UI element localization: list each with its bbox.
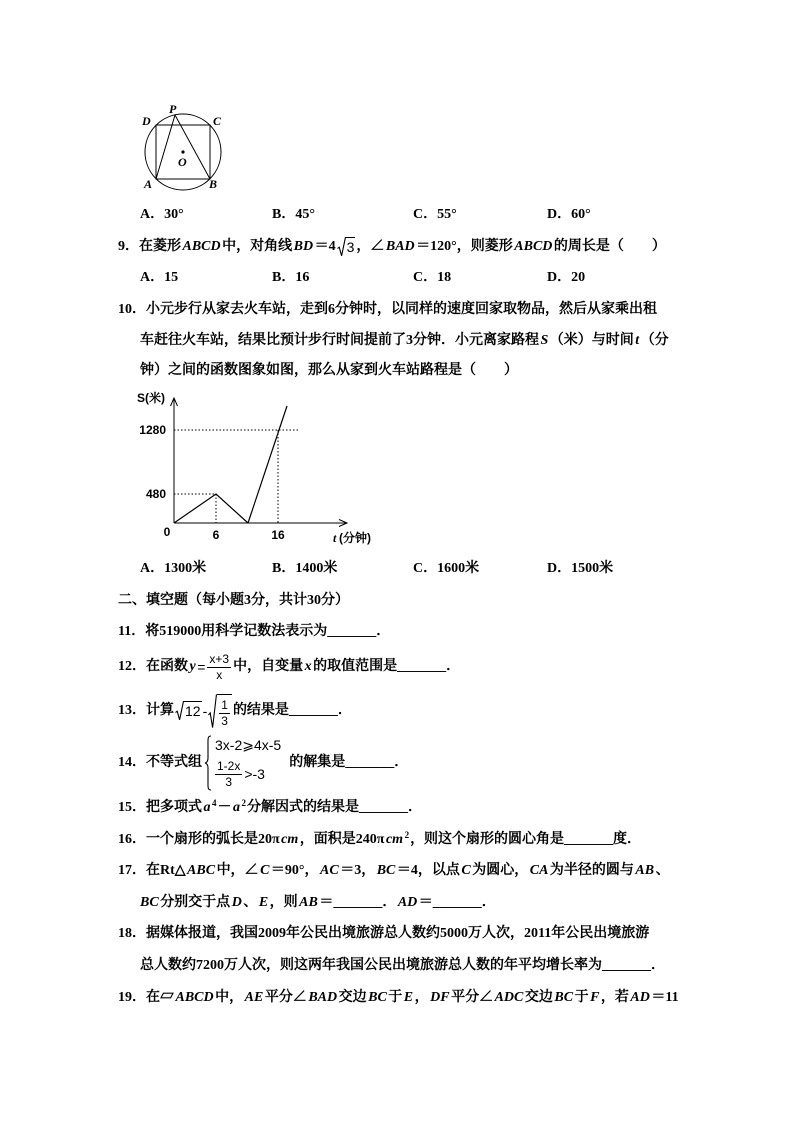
q17-text: 、 (243, 895, 258, 910)
q10-text: （分 (640, 333, 669, 348)
q16-text: ，面积是240π (299, 832, 385, 847)
q10-var-t: t (635, 333, 640, 348)
q10-text: 10．小元步行从家去火车站，走到6分钟时，以同样的速度回家取物品，然后从家乘出租 (118, 302, 657, 317)
q13-text: 的结果是_______． (232, 703, 352, 718)
q17-text: 17．在Rt△ (118, 863, 186, 878)
q19-var: F (590, 990, 600, 1005)
q16-exponent: 2 (404, 829, 410, 840)
q12-text: 的取值范围是_______． (313, 659, 461, 674)
q18-text: 总人数约7200万人次，则这两年我国公民出境旅游总人数的年平均增长率为_______． (140, 958, 665, 973)
question-19 (118, 988, 679, 1008)
q15-text: 分解因式的结果是_______． (247, 800, 422, 815)
q15-text: 15．把多项式 (118, 800, 202, 815)
q16-text: ，则这个扇形的圆心角是_______度． (410, 832, 642, 847)
radical-sign-icon (208, 694, 217, 729)
q17-var: E (258, 895, 269, 910)
q15-minus: － (217, 800, 232, 815)
q13-radicand-fraction (217, 694, 232, 729)
q17-var: AD (397, 895, 418, 910)
fraction-numerator: x+3 (209, 651, 230, 666)
x-tick-label: 6 (212, 528, 220, 542)
q19-text: ， (414, 990, 429, 1005)
left-brace-icon (204, 735, 212, 791)
q12-text: 中，自变量 (233, 659, 304, 674)
question-12 (118, 647, 460, 687)
q14-inequality-system (204, 735, 281, 791)
q14-inequalities (215, 735, 281, 791)
q9-sqrt (337, 237, 356, 257)
q19-text: ，若 (600, 990, 629, 1005)
q10-text: （米）与时间 (549, 333, 634, 348)
q19-text: 19．在▱ (118, 990, 174, 1005)
q14-inequality-2 (215, 757, 281, 791)
q8-option-a: A．30° (140, 207, 184, 222)
q13-radicand-12: 12 (185, 703, 201, 719)
question-11 (118, 622, 390, 642)
q17-var: D (231, 895, 242, 910)
section-2-title (118, 591, 349, 611)
question-10-line-2 (140, 331, 669, 351)
q14-inequality-1: 3x-2⩾4x-5 (215, 737, 282, 753)
q17-var: BC (140, 895, 159, 910)
label-c: C (213, 114, 222, 128)
q17-var: C (260, 863, 270, 878)
q8-option-d: D．60° (547, 207, 591, 222)
question-13 (118, 691, 352, 731)
question-16 (118, 830, 641, 850)
question-18-line-2 (140, 956, 665, 976)
q12-var-x: x (304, 659, 312, 674)
q17-var: BC (376, 863, 396, 878)
q13-minus: - (202, 703, 208, 719)
question-17-line-2 (140, 893, 496, 913)
question-18-line-1 (118, 924, 649, 944)
question-10-line-3 (140, 361, 518, 381)
question-10-line-1 (118, 300, 657, 320)
q17-var: CA (529, 863, 549, 878)
q19-var: BAD (308, 990, 338, 1005)
q9-var: BAD (385, 239, 415, 254)
label-o: O (178, 155, 187, 169)
q17-text: ，则 (269, 895, 298, 910)
q17-var: AB (299, 895, 318, 910)
q17-text: 为半径的圆与 (549, 863, 634, 878)
label-b: B (209, 177, 218, 191)
x-tick-label: 16 (271, 528, 285, 542)
q19-text: 交边 (524, 990, 553, 1005)
q12-text: 12．在函数 (118, 659, 188, 674)
q15-var-a: a (203, 800, 211, 815)
q9-radicand: 3 (346, 239, 355, 255)
walk-segment (174, 494, 248, 523)
y-axis-label: S(米) (137, 391, 165, 405)
q13-sqrt-one-third (208, 694, 232, 729)
q8-circle-figure (138, 98, 233, 198)
q9-text: 中，对角线 (222, 239, 293, 254)
q9-option-b: B．16 (272, 270, 310, 285)
q12-fraction (207, 652, 231, 683)
taxi-segment (248, 406, 287, 523)
q15-var-a: a (233, 800, 240, 815)
q17-text: ＝4，以点 (396, 863, 460, 878)
q13-sqrt-12 (175, 701, 202, 721)
question-14 (118, 733, 408, 793)
q19-var: ADC (494, 990, 524, 1005)
q10-text: 钟）之间的函数图象如图，那么从家到火车站路程是（ ） (140, 363, 518, 378)
center-dot (181, 150, 184, 153)
q10-option-d: D．1500米 (547, 561, 614, 576)
q16-unit: cm (385, 832, 404, 847)
q19-text: 于 (574, 990, 589, 1005)
question-17-line-1 (118, 861, 670, 881)
q9-var: BD (293, 239, 314, 254)
q10-option-b: B．1400米 (272, 561, 338, 576)
q19-text: 交边 (338, 990, 367, 1005)
q17-var: ABC (187, 863, 216, 878)
q17-text: 分别交于点 (160, 895, 231, 910)
x-axis-var: t (333, 531, 337, 545)
label-d: D (142, 114, 151, 128)
q17-answer-blank: ＝_______． (418, 895, 496, 910)
q19-text: ＝11 (651, 990, 679, 1005)
q9-text: 的周长是（ ） (553, 239, 666, 254)
q14-text: 的解集是_______． (289, 755, 409, 770)
q9-text: ，∠ (356, 239, 385, 254)
fraction-denominator: 3 (221, 713, 228, 728)
label-p: P (169, 102, 177, 116)
q9-option-c: C．18 (413, 270, 452, 285)
x-axis-unit: (分钟) (339, 531, 371, 545)
q10-var-s: S (540, 333, 549, 348)
q19-var: ABCD (175, 990, 214, 1005)
q8-option-b: B．45° (272, 207, 315, 222)
q12-var-y: y (189, 659, 196, 674)
section-title-text: 二、填空题（每小题3分，共计30分） (118, 593, 349, 608)
y-tick-label: 1280 (139, 423, 166, 437)
fraction-numerator: 1-2x (217, 758, 241, 773)
q9-option-a: A．15 (140, 270, 179, 285)
q9-option-d: D．20 (547, 270, 586, 285)
q13-text: 13．计算 (118, 703, 174, 718)
question-15 (118, 798, 422, 818)
q18-text: 18．据媒体报道，我国2009年公民出境旅游总人数约5000万人次，2011年公民出境旅游 (118, 926, 650, 941)
q15-exponent: 4 (212, 797, 217, 808)
fraction-denominator: x (216, 667, 223, 682)
q14-rhs: >-3 (244, 766, 265, 782)
fraction-denominator: 3 (225, 774, 233, 789)
q17-text: 、 (655, 863, 670, 878)
q11-text: 11．将519000用科学记数法表示为_______． (118, 624, 391, 639)
fraction-numerator: 1 (221, 697, 228, 712)
q9-text: ＝120°，则菱形 (416, 239, 513, 254)
q19-text: 中， (215, 990, 244, 1005)
q16-unit: cm (281, 832, 299, 847)
q19-var: BC (554, 990, 574, 1005)
q17-text: ＝90°， (270, 863, 319, 878)
q19-var: DF (430, 990, 450, 1005)
q14-fraction (215, 759, 242, 790)
q12-equals: = (197, 659, 206, 675)
q19-var: AE (244, 990, 264, 1005)
q19-text: 平分∠ (264, 990, 307, 1005)
q10-distance-time-graph (130, 388, 385, 548)
q15-exponent: 2 (241, 797, 246, 808)
label-a: A (144, 177, 153, 191)
q9-var: ABCD (514, 239, 553, 254)
q17-text: 为圆心， (472, 863, 529, 878)
q17-var: AC (320, 863, 339, 878)
q13-fraction (219, 698, 230, 729)
q19-var: BC (368, 990, 387, 1005)
q16-text: 16．一个扇形的弧长是20π (118, 832, 280, 847)
y-tick-label: 480 (145, 487, 166, 501)
q10-text: 车赶往火车站，结果比预计步行时间提前了3分钟．小元离家路程 (140, 333, 539, 348)
q10-option-c: C．1600米 (413, 561, 480, 576)
q19-text: 于 (388, 990, 403, 1005)
origin-label: 0 (163, 525, 171, 539)
q8-option-c: C．55° (413, 207, 457, 222)
q9-text: 9．在菱形 (118, 239, 181, 254)
q19-text: 平分∠ (451, 990, 494, 1005)
q17-var: C (461, 863, 471, 878)
q17-text: ＝3， (340, 863, 376, 878)
q19-var: E (403, 990, 414, 1005)
q9-var: ABCD (182, 239, 221, 254)
radical-sign-icon (337, 237, 346, 257)
q17-text: 中，∠ (216, 863, 259, 878)
q10-option-a: A．1300米 (140, 561, 207, 576)
q19-var: AD (630, 990, 650, 1005)
q9-text: ＝4 (314, 239, 336, 254)
q17-answer-blank: ＝_______． (319, 895, 397, 910)
question-9 (118, 236, 666, 258)
q14-text: 14．不等式组 (118, 755, 202, 770)
radical-sign-icon (175, 701, 184, 721)
q17-var: AB (635, 863, 655, 878)
